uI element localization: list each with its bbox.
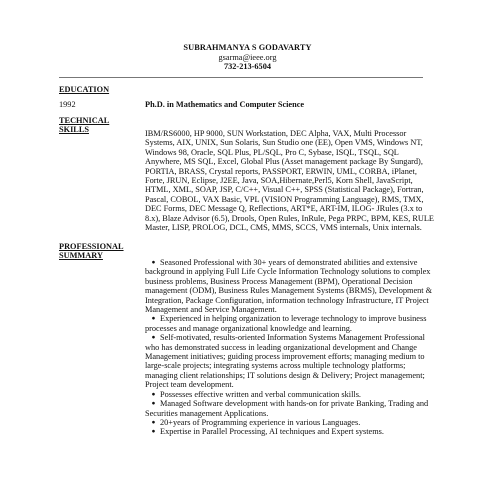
professional-summary-list <box>145 258 435 437</box>
summary-item-text: Experienced in helping organization to leverage technology to improve business processes and manage organizational knowledge and learning. <box>145 314 427 333</box>
bullet-dot-icon: ● <box>151 428 156 436</box>
summary-item-text: Self-motivated, results-oriented Information Systems Management Professional who has demonstrated success in leading organizational development and Change Management initiatives; guiding process improvement efforts; managing medium to large-scale projects; integrating systems across multiple technology platforms; managing client relationships; IT solutions design & Delivery; Project management; Project team development. <box>145 333 425 390</box>
professional-summary-heading: PROFESSIONAL SUMMARY <box>59 242 124 261</box>
header-divider <box>59 77 423 78</box>
summary-item-text: Possesses effective written and verbal communication skills. <box>160 389 362 399</box>
summary-item-text: 20+years of Programming experience in various Languages. <box>160 417 361 427</box>
summary-item-text: Expertise in Parallel Processing, AI techniques and Expert systems. <box>160 427 384 437</box>
summary-item-text: Seasoned Professional with 30+ years of demonstrated abilities and extensive background in applying Full Life Cycle Information Technology solutions to complex business problems, Business Process Management (BPM), Operational Decision management (ODM), Business Rules Management Systems (BRMS), Development & Integration, Package Configuration, information technology Infrastructure, IT Project Management and Service Management. <box>145 258 433 315</box>
bullet-dot-icon: ● <box>151 390 156 398</box>
education-year: 1992 <box>59 100 76 109</box>
education-degree: Ph.D. in Mathematics and Computer Science <box>145 100 305 109</box>
list-item <box>145 390 435 399</box>
bullet-dot-icon: ● <box>151 334 156 342</box>
email-address: gsarma@ieee.org <box>218 53 277 62</box>
bullet-dot-icon: ● <box>151 315 156 323</box>
list-item <box>145 399 435 418</box>
technical-skills-text: IBM/RS6000, HP 9000, SUN Workstation, DEC Alpha, VAX, Multi Processor Systems, AIX, UNIX, Sun Solaris, Sun Studio one (EE), Open VMS, Windows NT, Windows 98, Oracle, SQL Plus, PL/SQL, Pro C, Sybase, ISQL, TSQL, SQL Anywhere, MS SQL, Excel, Global Plus (Asset management package By Sungard), PORTIA, BRASS, Crystal reports, PASSPORT, ERWIN, UML, CORBA, iPlanet, Forte, JRUN, Eclipse, J2EE, Java, SOA,Hibernate,Perl5, Korn Shell, JavaScript, HTML, XML, SOAP, JSP, C/C++, Visual C++, SPSS (Statistical Package), Fortran, Pascal, COBOL, VAX Basic, VPL (VISION Programming Language), RMS, TMX, DEC Forms, DEC Message Q, Reflections, ART*E, ART-IM, ILOG- JRules (3.x to 8.x), Blaze Advisor (6.5), Drools, Open Rules, InRule, Pega PRPC, BPM, KES, RULE Master, LISP, PROLOG, DCL, CMS, MMS, SCCS, VMS internals, Unix internals. <box>145 129 435 233</box>
education-heading: EDUCATION <box>59 85 110 94</box>
bullet-dot-icon: ● <box>151 418 156 426</box>
list-item <box>145 314 435 333</box>
list-item <box>145 418 435 427</box>
phone-number: 732-213-6504 <box>223 62 271 71</box>
technical-skills-heading: TECHNICAL SKILLS <box>59 116 110 135</box>
bullet-dot-icon: ● <box>151 400 156 408</box>
list-item <box>145 427 435 436</box>
bullet-dot-icon: ● <box>151 259 156 266</box>
list-item <box>145 333 435 389</box>
summary-item-text: Managed Software development with hands-on for private Banking, Trading and Securities management Applications. <box>145 399 429 418</box>
candidate-name: SUBRAHMANYA S GODAVARTY <box>183 43 312 52</box>
list-item <box>145 258 435 314</box>
